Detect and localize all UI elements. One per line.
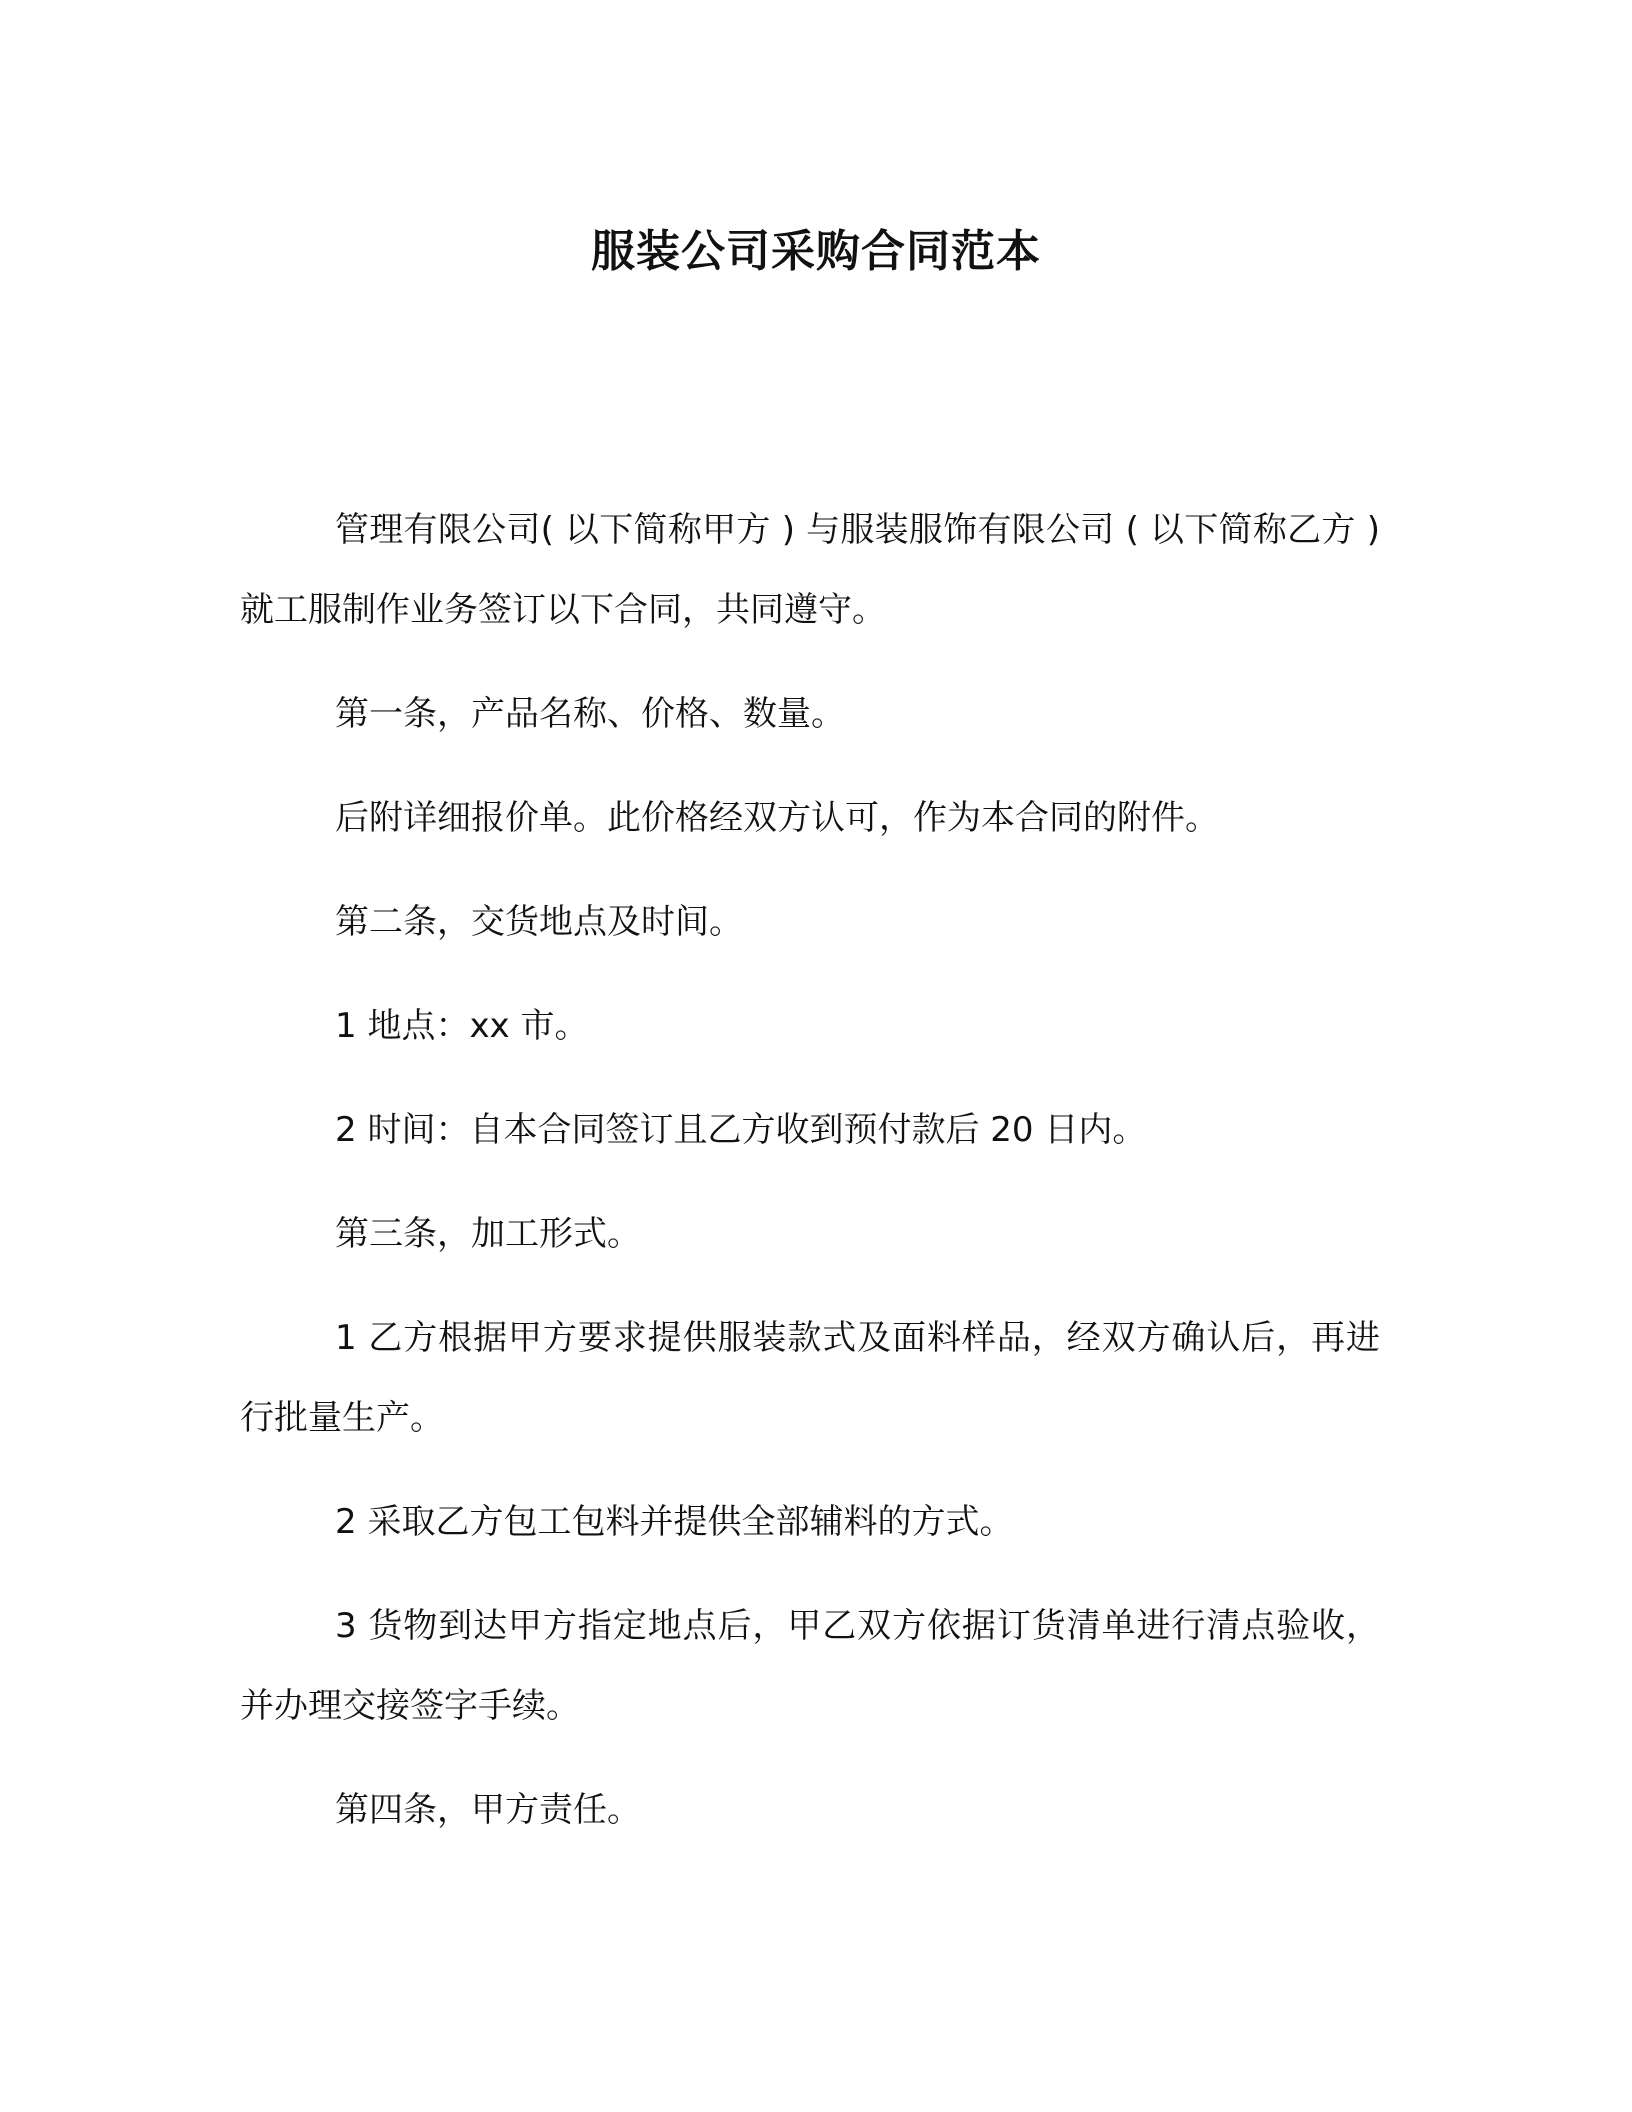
clause-2-heading: 第二条，交货地点及时间。 bbox=[335, 902, 743, 942]
document-body bbox=[240, 490, 1380, 1874]
document-title: 服装公司采购合同范本 bbox=[591, 226, 1041, 277]
clause-3-item-2: 2 采取乙方包工包料并提供全部辅料的方式。 bbox=[335, 1502, 1014, 1542]
clause-3-item-3: 3 货物到达甲方指定地点后，甲乙双方依据订货清单进行清点验收，并办理交接签字手续。 bbox=[240, 1606, 1380, 1726]
clause-1-text: 后附详细报价单。此价格经双方认可，作为本合同的附件。 bbox=[335, 798, 1219, 838]
clause-3-item-1: 1 乙方根据甲方要求提供服装款式及面料样品，经双方确认后，再进行批量生产。 bbox=[240, 1318, 1380, 1438]
clause-1-heading: 第一条，产品名称、价格、数量。 bbox=[335, 694, 845, 734]
clause-2-item-2: 2 时间：自本合同签订且乙方收到预付款后 20 日内。 bbox=[335, 1110, 1147, 1150]
clause-2-item-1: 1 地点：xx 市。 bbox=[335, 1006, 589, 1046]
clause-3-heading: 第三条，加工形式。 bbox=[335, 1214, 641, 1254]
paragraph-intro: 管理有限公司( 以下简称甲方 ) 与服装服饰有限公司 ( 以下简称乙方 ) 就工服制作业务签订以下合同，共同遵守。 bbox=[240, 510, 1380, 630]
clause-4-heading: 第四条，甲方责任。 bbox=[335, 1790, 641, 1830]
